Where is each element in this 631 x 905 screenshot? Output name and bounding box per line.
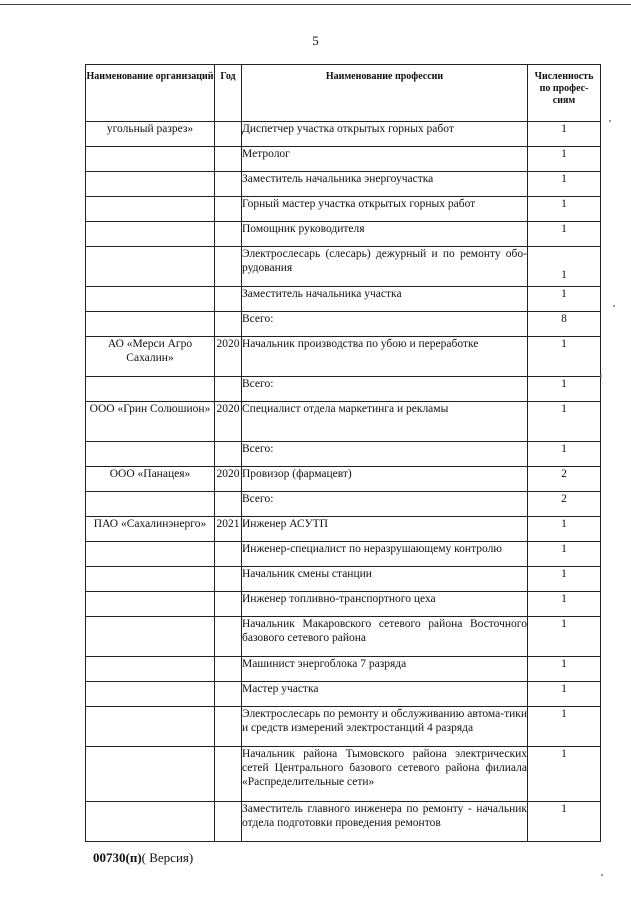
header-count: Численность по профес-сиям	[528, 65, 601, 122]
year-cell: 2021	[215, 517, 242, 542]
year-cell	[215, 542, 242, 567]
profession-cell: Всего:	[242, 377, 528, 402]
count-cell: 1	[528, 682, 601, 707]
org-cell	[86, 492, 215, 517]
profession-cell: Начальник производства по убою и переработке	[242, 337, 528, 377]
table-row	[86, 592, 601, 617]
table-row	[86, 492, 601, 517]
year-cell: 2020	[215, 337, 242, 377]
org-cell	[86, 657, 215, 682]
top-rule	[0, 4, 631, 5]
scan-speck	[613, 305, 615, 307]
year-cell	[215, 147, 242, 172]
org-cell: АО «Мерси Агро Сахалин»	[86, 337, 215, 377]
professions-table	[85, 64, 601, 842]
profession-cell: Всего:	[242, 492, 528, 517]
scan-speck	[609, 120, 611, 122]
count-cell: 1	[528, 122, 601, 147]
year-cell	[215, 567, 242, 592]
year-cell	[215, 657, 242, 682]
count-cell: 1	[528, 442, 601, 467]
year-cell	[215, 312, 242, 337]
table-row	[86, 467, 601, 492]
org-cell	[86, 707, 215, 747]
profession-cell: Горный мастер участка открытых горных работ	[242, 197, 528, 222]
count-cell: 1	[528, 567, 601, 592]
count-cell: 1	[528, 287, 601, 312]
table-row	[86, 617, 601, 657]
profession-cell: Электрослесарь (слесарь) дежурный и по ремонту обо-рудования	[242, 247, 528, 287]
count-cell: 1	[528, 337, 601, 377]
count-cell: 1	[528, 747, 601, 802]
table-row	[86, 567, 601, 592]
table-row	[86, 147, 601, 172]
count-cell: 1	[528, 147, 601, 172]
table-row	[86, 247, 601, 287]
table-row	[86, 542, 601, 567]
org-cell	[86, 147, 215, 172]
table-row	[86, 287, 601, 312]
org-cell: угольный разрез»	[86, 122, 215, 147]
org-cell	[86, 312, 215, 337]
profession-cell: Начальник Макаровского сетевого района Восточного базового сетевого района	[242, 617, 528, 657]
profession-cell: Заместитель главного инженера по ремонту - начальник отдела подготовки проведения ремонтов	[242, 802, 528, 842]
count-cell: 1	[528, 377, 601, 402]
profession-cell: Инженер-специалист по неразрушающему контролю	[242, 542, 528, 567]
count-cell: 1	[528, 802, 601, 842]
profession-cell: Метролог	[242, 147, 528, 172]
org-cell	[86, 172, 215, 197]
year-cell: 2020	[215, 402, 242, 442]
year-cell	[215, 122, 242, 147]
table-body	[86, 122, 601, 842]
profession-cell: Заместитель начальника энергоучастка	[242, 172, 528, 197]
profession-cell: Провизор (фармацевт)	[242, 467, 528, 492]
profession-cell: Всего:	[242, 312, 528, 337]
count-cell: 1	[528, 197, 601, 222]
profession-cell: Машинист энергоблока 7 разряда	[242, 657, 528, 682]
count-cell: 1	[528, 402, 601, 442]
org-cell	[86, 592, 215, 617]
document-version: ( Версия)	[141, 850, 194, 865]
table-row	[86, 222, 601, 247]
year-cell	[215, 377, 242, 402]
count-cell: 2	[528, 467, 601, 492]
profession-cell: Специалист отдела маркетинга и рекламы	[242, 402, 528, 442]
profession-cell: Всего:	[242, 442, 528, 467]
table-row	[86, 657, 601, 682]
org-cell	[86, 287, 215, 312]
table-row	[86, 747, 601, 802]
count-cell: 2	[528, 492, 601, 517]
year-cell	[215, 287, 242, 312]
year-cell	[215, 802, 242, 842]
table-row	[86, 197, 601, 222]
scan-speck	[600, 375, 602, 377]
table-row	[86, 122, 601, 147]
table-header-row	[86, 65, 601, 122]
year-cell	[215, 492, 242, 517]
org-cell	[86, 747, 215, 802]
profession-cell: Заместитель начальника участка	[242, 287, 528, 312]
table-row	[86, 337, 601, 377]
table-row	[86, 707, 601, 747]
count-cell: 1	[528, 517, 601, 542]
profession-cell: Помощник руководителя	[242, 222, 528, 247]
org-cell: ООО «Грин Солюшион»	[86, 402, 215, 442]
org-cell	[86, 682, 215, 707]
footer	[93, 850, 193, 866]
count-cell: 1	[528, 617, 601, 657]
table-row	[86, 377, 601, 402]
org-cell	[86, 617, 215, 657]
table-row	[86, 172, 601, 197]
year-cell	[215, 222, 242, 247]
count-cell: 1	[528, 657, 601, 682]
header-org: Наименование организаций	[86, 65, 215, 122]
org-cell	[86, 567, 215, 592]
count-cell: 1	[528, 542, 601, 567]
year-cell	[215, 247, 242, 287]
year-cell	[215, 197, 242, 222]
org-cell: ООО «Панацея»	[86, 467, 215, 492]
table-row	[86, 682, 601, 707]
org-cell	[86, 442, 215, 467]
table-row	[86, 312, 601, 337]
page-number: 5	[312, 33, 319, 48]
org-cell	[86, 377, 215, 402]
year-cell	[215, 682, 242, 707]
scan-speck	[601, 874, 603, 876]
table-row	[86, 517, 601, 542]
table-row	[86, 442, 601, 467]
profession-cell: Мастер участка	[242, 682, 528, 707]
profession-cell: Начальник района Тымовского района электрических сетей Центрального базового сетевого района филиала «Распределительные сети»	[242, 747, 528, 802]
count-cell: 1	[528, 247, 601, 287]
table-row	[86, 802, 601, 842]
profession-cell: Начальник смены станции	[242, 567, 528, 592]
year-cell	[215, 707, 242, 747]
year-cell	[215, 172, 242, 197]
profession-cell: Инженер топливно-транспортного цеха	[242, 592, 528, 617]
count-cell: 1	[528, 222, 601, 247]
org-cell	[86, 802, 215, 842]
org-cell	[86, 222, 215, 247]
count-cell: 8	[528, 312, 601, 337]
org-cell	[86, 197, 215, 222]
document-code: 00730(п)	[93, 850, 142, 865]
year-cell	[215, 442, 242, 467]
profession-cell: Электрослесарь по ремонту и обслуживанию автома-тики и средств измерений электростанций 4 разряда	[242, 707, 528, 747]
count-cell: 1	[528, 592, 601, 617]
org-cell	[86, 542, 215, 567]
year-cell	[215, 747, 242, 802]
header-year: Год	[215, 65, 242, 122]
table-row	[86, 402, 601, 442]
year-cell: 2020	[215, 467, 242, 492]
count-cell: 1	[528, 172, 601, 197]
count-cell: 1	[528, 707, 601, 747]
profession-cell: Диспетчер участка открытых горных работ	[242, 122, 528, 147]
year-cell	[215, 592, 242, 617]
profession-cell: Инженер АСУТП	[242, 517, 528, 542]
header-profession: Наименование профессии	[242, 65, 528, 122]
org-cell: ПАО «Сахалинэнерго»	[86, 517, 215, 542]
year-cell	[215, 617, 242, 657]
org-cell	[86, 247, 215, 287]
